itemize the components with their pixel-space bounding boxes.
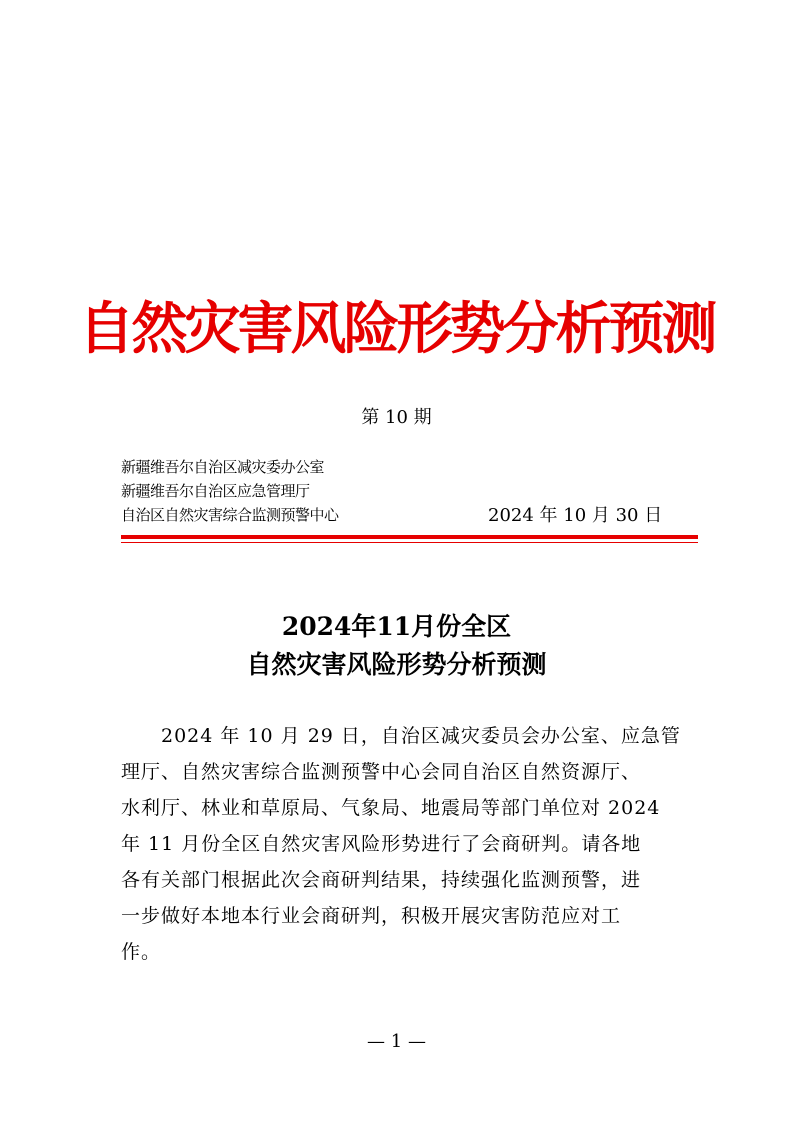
paragraph-line: 一步做好本地本行业会商研判，积极开展灾害防范应对工	[121, 905, 622, 927]
issuing-organizations	[121, 455, 339, 527]
body-paragraph	[121, 718, 681, 970]
red-divider-thick	[121, 535, 698, 539]
issuer-line: 自治区自然灾害综合监测预警中心	[121, 506, 339, 524]
document-title	[0, 608, 793, 684]
paragraph-line: 水利厅、林业和草原局、气象局、地震局等部门单位对 2024	[121, 797, 661, 819]
paragraph-line: 年 11 月份全区自然灾害风险形势进行了会商研判。请各地	[121, 833, 642, 855]
issuer-line: 新疆维吾尔自治区应急管理厅	[121, 482, 310, 500]
issuer-line: 新疆维吾尔自治区减灾委办公室	[121, 458, 325, 476]
masthead-title: 自然灾害风险形势分析预测	[78, 297, 715, 362]
red-divider-thin	[121, 542, 698, 543]
issue-number: 第 10 期	[361, 407, 432, 428]
document-title-line: 2024年11月份全区	[281, 612, 512, 641]
document-title-line: 自然灾害风险形势分析预测	[246, 650, 547, 679]
issue-date: 2024 年 10 月 30 日	[488, 505, 663, 526]
paragraph-line: 作。	[121, 941, 162, 963]
paragraph-line: 2024 年 10 月 29 日，自治区减灾委员会办公室、应急管	[121, 725, 681, 747]
page-number: — 1 —	[367, 1031, 426, 1052]
paragraph-line: 各有关部门根据此次会商研判结果，持续强化监测预警，进	[121, 869, 642, 891]
paragraph-line: 理厅、自然灾害综合监测预警中心会同自治区自然资源厅、	[121, 761, 642, 783]
